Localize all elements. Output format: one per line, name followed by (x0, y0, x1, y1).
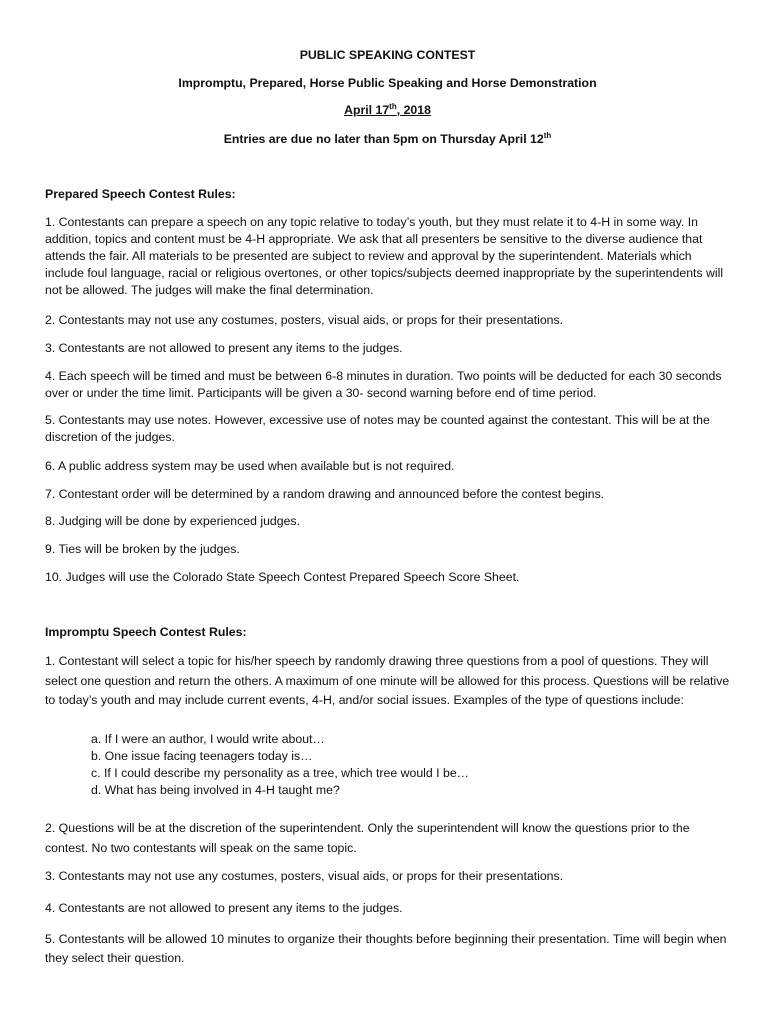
prepared-rule-9: 9. Ties will be broken by the judges. (45, 542, 240, 556)
prepared-rule-1: 1. Contestants can prepare a speech on any topic relative to today’s youth, but they must relate it to 4-H in some way. In addition, topics and content must be 4-H appropriate. We ask that all presenters be sensitive to the diverse audience that attends the fair. All materials to be presented are subject to review and approval by the superintendent. Materials which include foul language, racial or religious overtones, or other topics/subjects deemed inappropriate by the superintendents will not be allowed. The judges will make the final determination. (45, 215, 724, 297)
prepared-rule-3: 3. Contestants are not allowed to present any items to the judges. (45, 341, 403, 355)
contest-date-sup: th (389, 101, 397, 111)
entry-deadline (45, 131, 730, 148)
prepared-rule-7: 7. Contestant order will be determined by a random drawing and announced before the contest begins. (45, 487, 605, 501)
contest-date (45, 102, 730, 119)
prepared-rule-5: 5. Contestants may use notes. However, excessive use of notes may be counted against the contestant. This will be at the discretion of the judges. (45, 413, 710, 444)
entry-deadline-sup: th (543, 130, 552, 140)
document-subtitle: Impromptu, Prepared, Horse Public Speaking and Horse Demonstration (178, 76, 597, 90)
contest-date-main: April 17 (344, 103, 390, 117)
contest-date-year: , 2018 (396, 103, 431, 117)
prepared-rule-2: 2. Contestants may not use any costumes, posters, visual aids, or props for their presentations. (45, 313, 564, 327)
prepared-heading: Prepared Speech Contest Rules: (45, 187, 236, 201)
document-title: PUBLIC SPEAKING CONTEST (299, 48, 476, 62)
prepared-rule-6: 6. A public address system may be used when available but is not required. (45, 459, 455, 473)
impromptu-rule-1: 1. Contestant will select a topic for his/her speech by randomly drawing three questions from a pool of questions. They will select one question and return the others. A maximum of one minute will be allowed for this process. Questions will be relative to today’s youth and may include current events, 4-H, and/or social issues. Examples of the type of questions include: (45, 654, 730, 707)
impromptu-rule-3: 3. Contestants may not use any costumes, posters, visual aids, or props for their presentations. (45, 869, 564, 883)
impromptu-heading: Impromptu Speech Contest Rules: (45, 625, 247, 639)
impromptu-rule-2: 2. Questions will be at the discretion of the superintendent. Only the superintendent will know the questions prior to the contest. No two contestants will speak on the same topic. (45, 821, 690, 855)
prepared-rule-10: 10. Judges will use the Colorado State Speech Contest Prepared Speech Score Sheet. (45, 570, 520, 584)
question-example: b. One issue facing teenagers today is… (91, 749, 313, 763)
question-example: d. What has being involved in 4-H taught me? (91, 783, 340, 797)
prepared-rule-8: 8. Judging will be done by experienced judges. (45, 514, 300, 528)
impromptu-rule-4: 4. Contestants are not allowed to present any items to the judges. (45, 901, 403, 915)
prepared-rule-4: 4. Each speech will be timed and must be between 6-8 minutes in duration. Two points will be deducted for each 30 seconds over or under the time limit. Participants will be given a 30- second warning before end of time period. (45, 369, 722, 400)
question-examples-list (91, 731, 691, 799)
question-example: a. If I were an author, I would write about… (91, 732, 325, 746)
impromptu-rule-5: 5. Contestants will be allowed 10 minutes to organize their thoughts before beginning their presentation. Time will begin when they select their question. (45, 932, 727, 965)
question-example: c. If I could describe my personality as a tree, which tree would I be… (91, 766, 469, 780)
entry-deadline-main: Entries are due no later than 5pm on Thursday April 12 (223, 132, 544, 146)
